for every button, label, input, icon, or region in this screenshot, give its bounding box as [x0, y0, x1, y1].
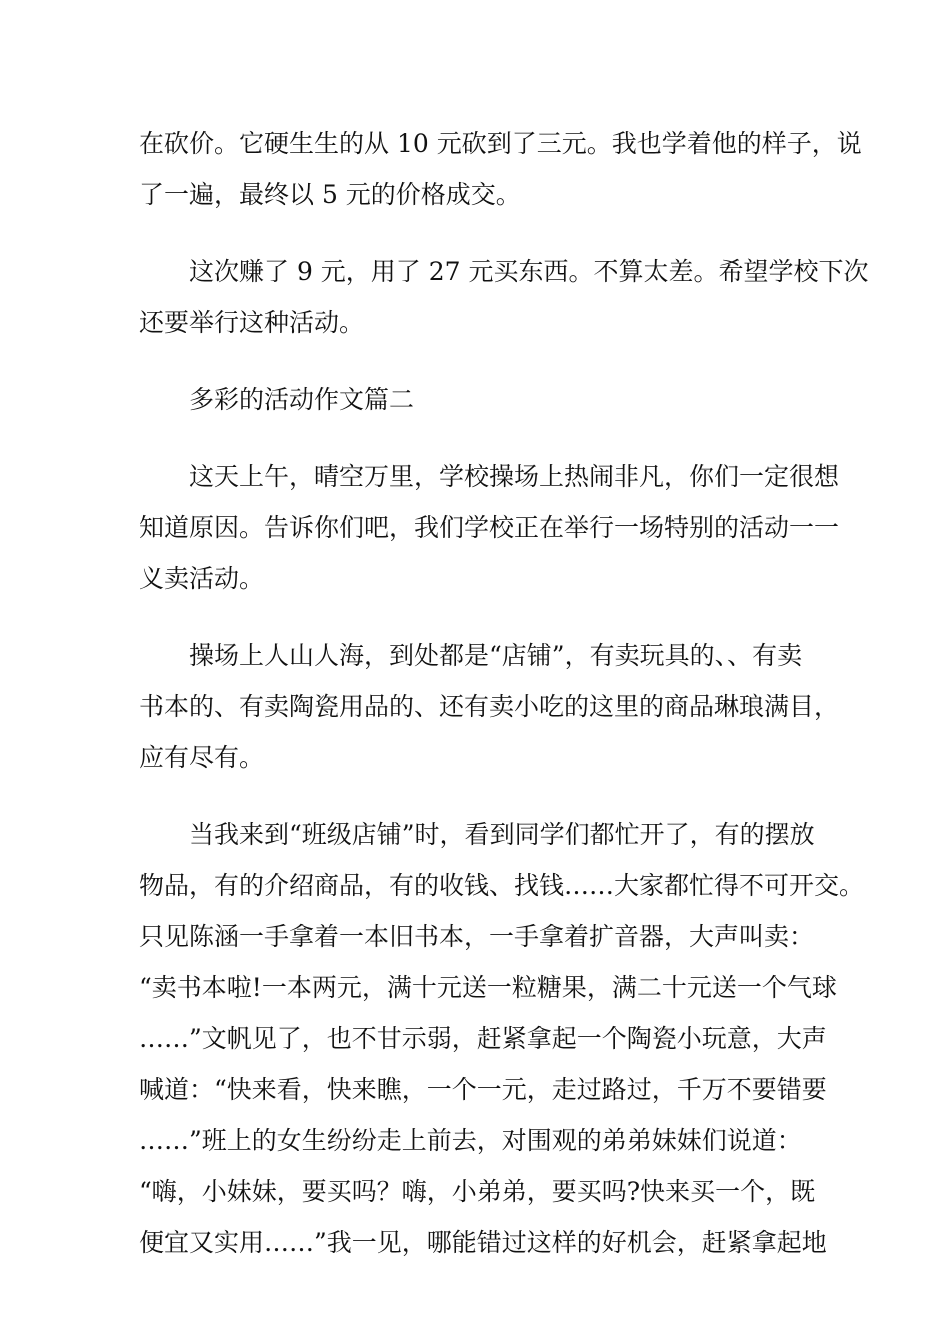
- text-line: 便宜又实用……”我一见，哪能错过这样的好机会，赶紧拿起地: [139, 1228, 827, 1257]
- paragraph-summary: [139, 246, 869, 348]
- body-text: [139, 118, 869, 1294]
- text-line: 还要举行这种活动。: [139, 308, 365, 337]
- text-line: 书本的、有卖陶瓷用品的、还有卖小吃的这里的商品琳琅满目，: [139, 692, 840, 721]
- text-line: “嗨，小妹妹，要买吗？嗨，小弟弟，要买吗?快来买一个，既: [139, 1177, 816, 1206]
- text-line: 喊道：“快来看，快来瞧，一个一元，走过路过，千万不要错要: [139, 1075, 827, 1104]
- text-line: 了一遍，最终以 5 元的价格成交。: [139, 180, 521, 209]
- section-heading: [139, 374, 819, 425]
- paragraph-intro: [139, 451, 840, 604]
- heading-line: 多彩的活动作文篇二: [189, 385, 415, 414]
- text-line: 应有尽有。: [139, 743, 265, 772]
- paragraph-bargain-end: [139, 118, 862, 220]
- text-line: ……”文帆见了，也不甘示弱，赶紧拿起一个陶瓷小玩意，大声: [139, 1024, 827, 1053]
- text-line: 在砍价。它硬生生的从 10 元砍到了三元。我也学着他的样子，说: [139, 129, 862, 158]
- paragraph-playground: [139, 630, 840, 783]
- text-line: 知道原因。告诉你们吧，我们学校正在举行一场特别的活动一一: [139, 513, 840, 542]
- text-line: ……”班上的女生纷纷走上前去，对围观的弟弟妹妹们说道：: [139, 1126, 802, 1155]
- text-line: 只见陈涵一手拿着一本旧书本，一手拿着扩音器，大声叫卖：: [139, 922, 815, 951]
- text-line: 义卖活动。: [139, 564, 265, 593]
- text-line: 这天上午，晴空万里，学校操场上热闹非凡，你们一定很想: [189, 462, 840, 491]
- paragraph-class-shop: [139, 809, 865, 1268]
- text-line: 这次赚了 9 元，用了 27 元买东西。不算太差。希望学校下次: [189, 257, 869, 286]
- text-line: 操场上人山人海，到处都是“店铺”，有卖玩具的、、有卖: [189, 641, 803, 670]
- text-line: “卖书本啦!一本两元，满十元送一粒糖果，满二十元送一个气球: [139, 973, 837, 1002]
- text-line: 当我来到“班级店铺”时，看到同学们都忙开了，有的摆放: [189, 820, 815, 849]
- text-line: 物品，有的介绍商品，有的收钱、找钱……大家都忙得不可开交。: [139, 871, 865, 900]
